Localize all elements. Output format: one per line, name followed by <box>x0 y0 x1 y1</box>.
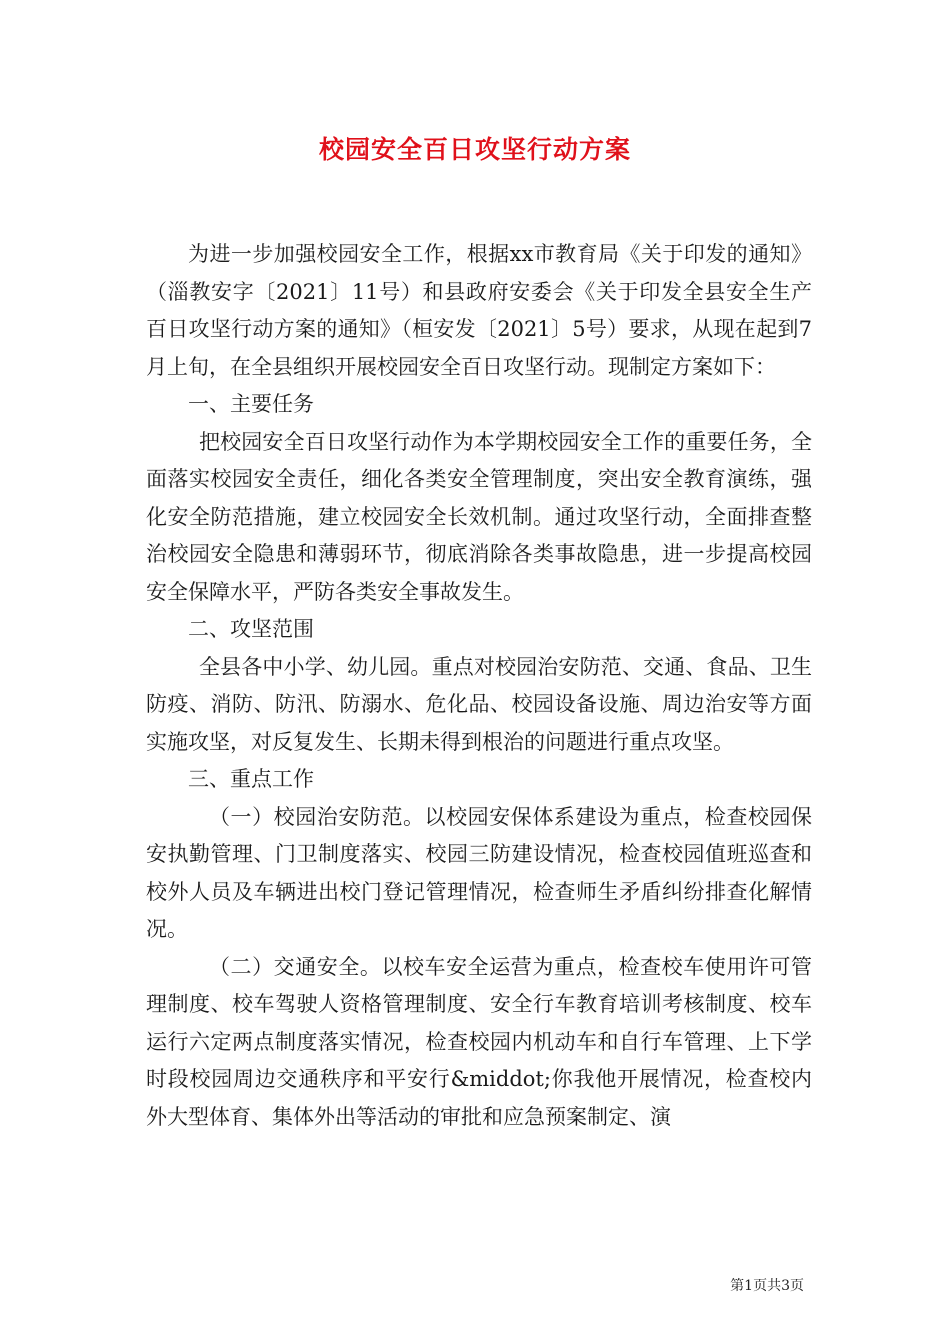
heading-key-work: 三、重点工作 <box>188 767 314 791</box>
heading-scope: 二、攻坚范围 <box>188 617 314 641</box>
paragraph-intro: 为进一步加强校园安全工作，根据xx市教育局《关于印发的通知》（淄教安字〔2021〕11号）和县政府安委会《关于印发全县安全生产百日攻坚行动方案的通知》（桓安发〔2021〕5号）要求，从现在起到7月上旬，在全县组织开展校园安全百日攻坚行动。现制定方案如下： <box>146 242 812 379</box>
paragraph-scope: 全县各中小学、幼儿园。重点对校园治安防范、交通、食品、卫生防疫、消防、防汛、防溺水、危化品、校园设备设施、周边治安等方面实施攻坚，对反复发生、长期未得到根治的问题进行重点攻坚。 <box>146 654 812 754</box>
page-number: 第1页共3页 <box>730 1278 804 1294</box>
document-body <box>146 236 812 1136</box>
paragraph-main-tasks: 把校园安全百日攻坚行动作为本学期校园安全工作的重要任务，全面落实校园安全责任，细化各类安全管理制度，突出安全教育演练，强化安全防范措施，建立校园安全长效机制。通过攻坚行动，全面排查整治校园安全隐患和薄弱环节，彻底消除各类事故隐患，进一步提高校园安全保障水平，严防各类安全事故发生。 <box>146 429 812 604</box>
paragraph-traffic: （二）交通安全。以校车安全运营为重点，检查校车使用许可管理制度、校车驾驶人资格管理制度、安全行车教育培训考核制度、校车运行六定两点制度落实情况，检查校园内机动车和自行车管理、上下学时段校园周边交通秩序和平安行&middot;你我他开展情况，检查校内外大型体育、集体外出等活动的审批和应急预案制定、演 <box>146 954 812 1129</box>
paragraph-security: （一）校园治安防范。以校园安保体系建设为重点，检查校园保安执勤管理、门卫制度落实、校园三防建设情况，检查校园值班巡查和校外人员及车辆进出校门登记管理情况，检查师生矛盾纠纷排查化解情况。 <box>146 804 812 941</box>
document-title: 校园安全百日攻坚行动方案 <box>318 135 631 164</box>
heading-main-tasks: 一、主要任务 <box>188 392 314 416</box>
